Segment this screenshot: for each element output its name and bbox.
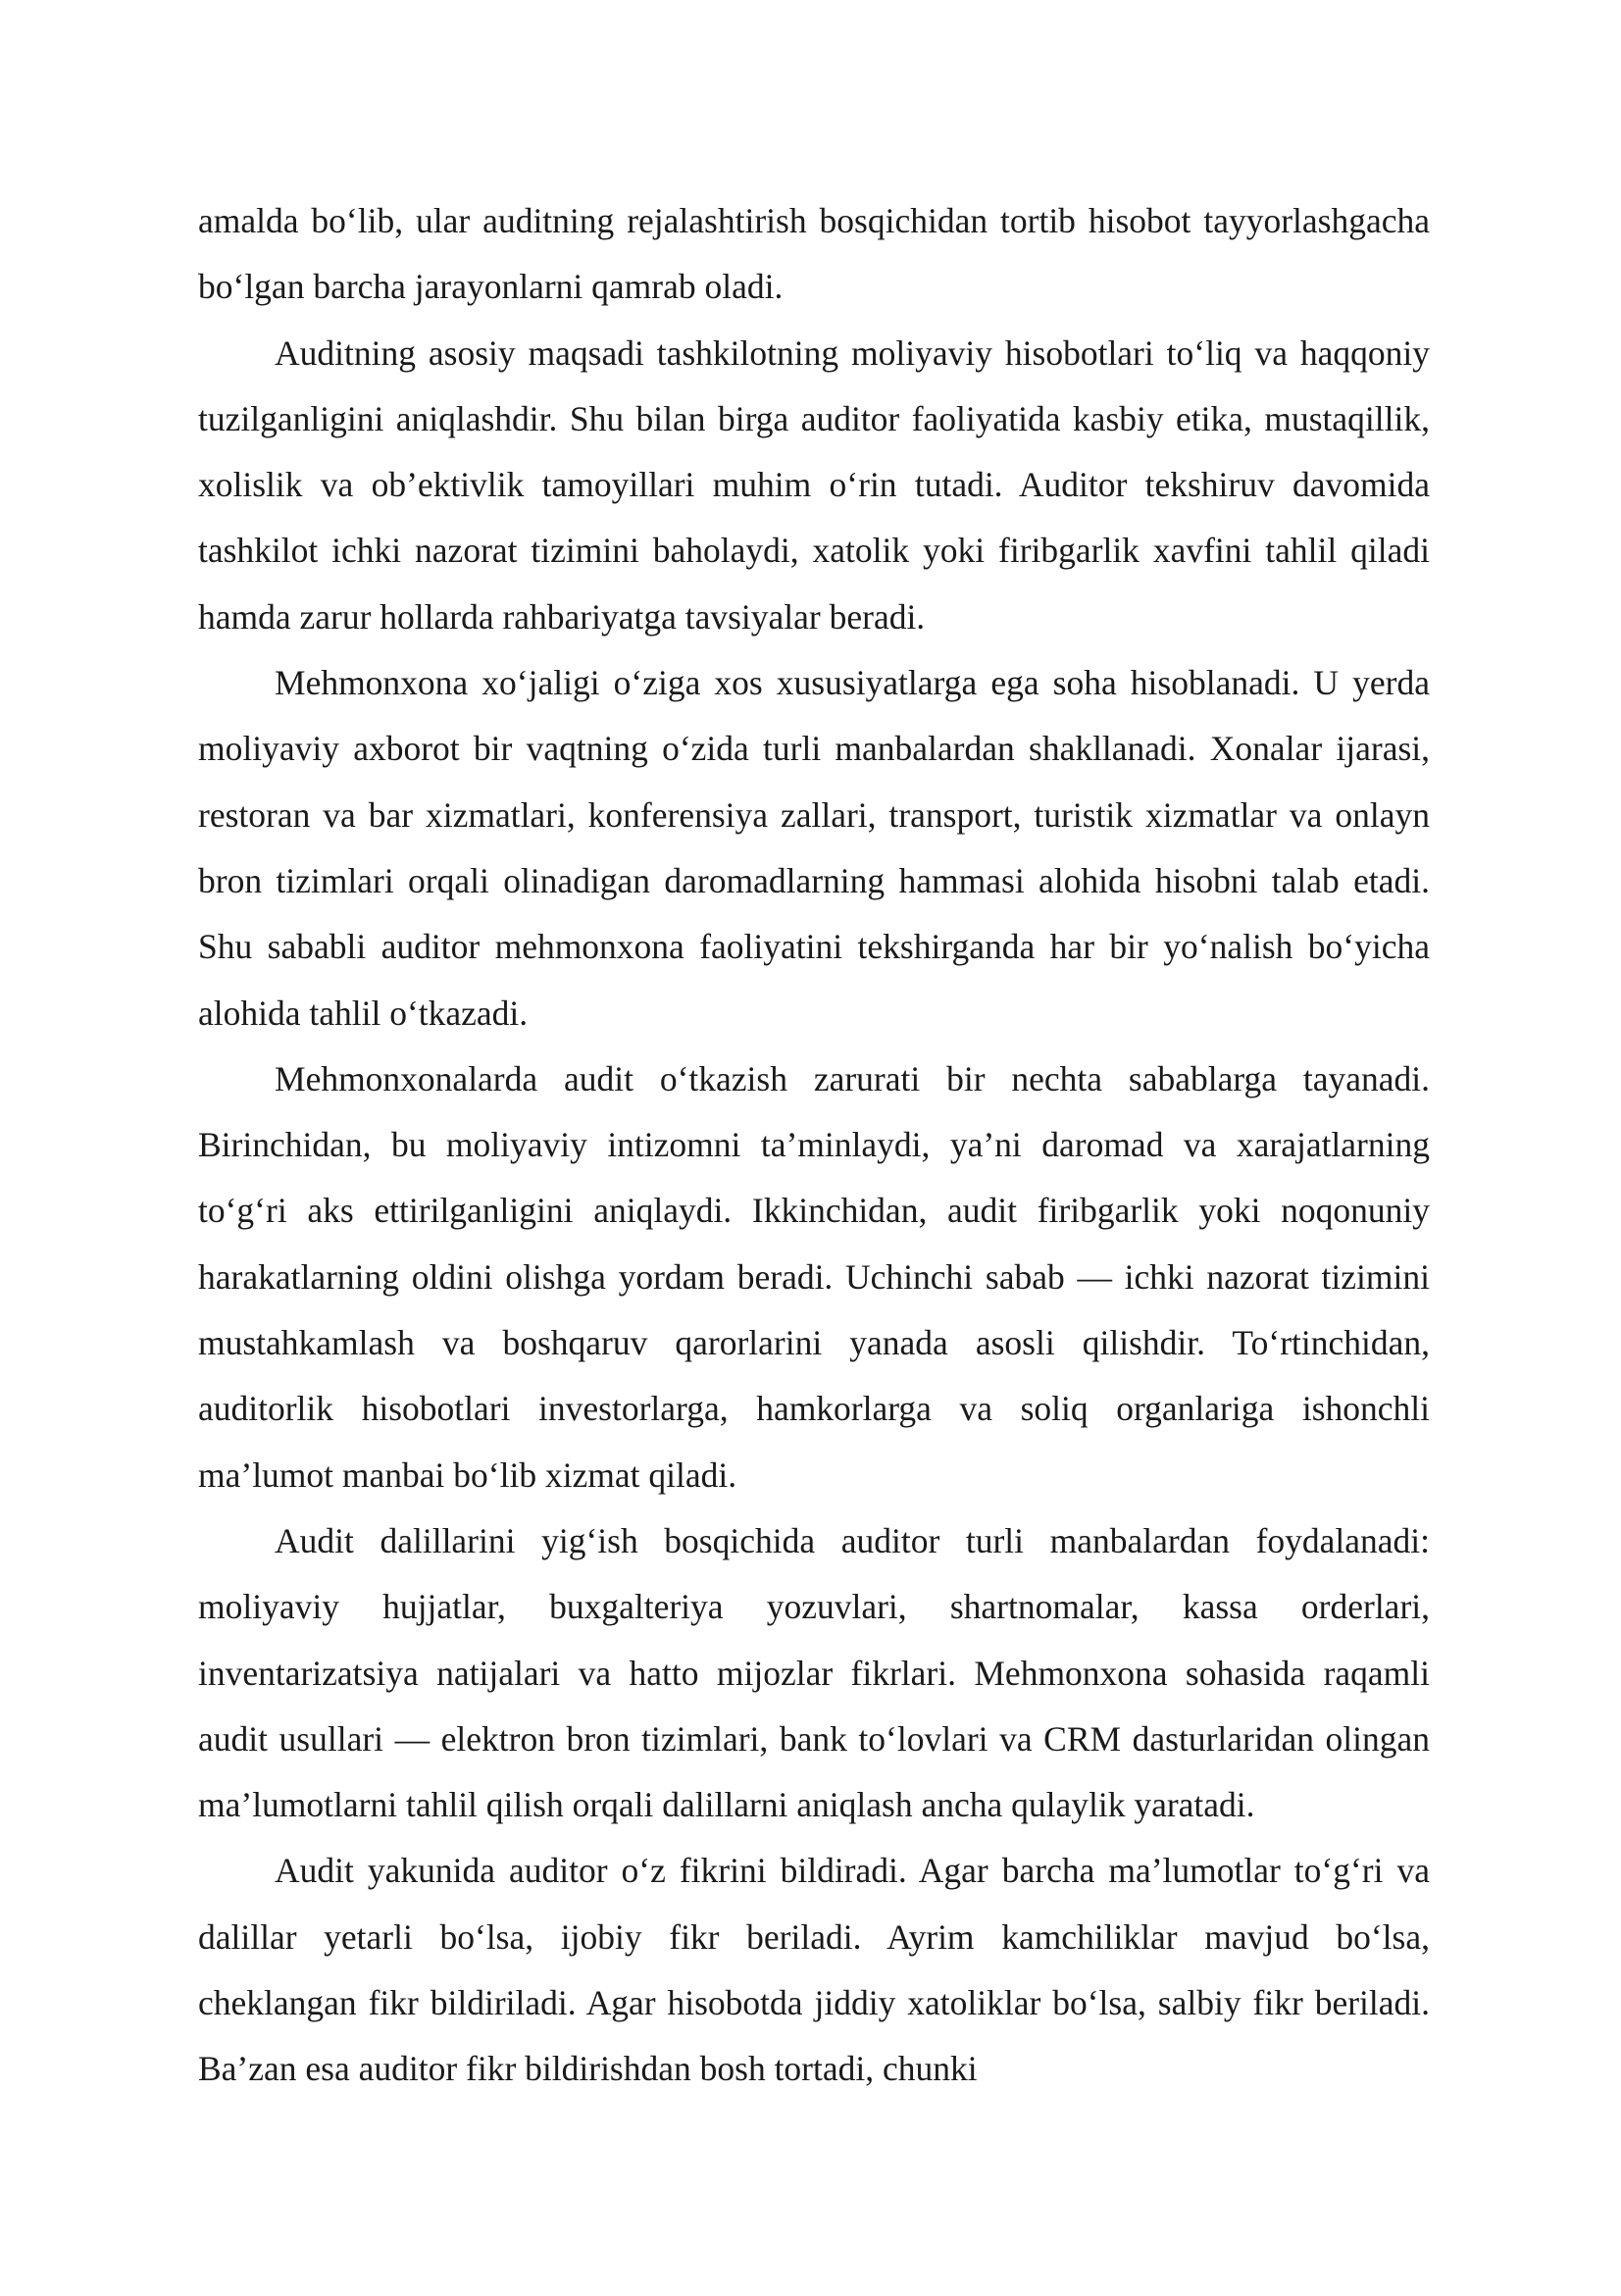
paragraph-audit-necessity: Mehmonxonalarda audit o‘tkazish zarurati bir nechta sabablarga tayanadi. Birinchidan, bu moliyaviy intizomni ta’minlaydi, ya’ni daromad va xarajatlarning to‘g‘ri aks ettirilganligini aniqlaydi. Ikkinchidan, audit firibgarlik yoki noqonuniy harakatlarning oldini olishga yordam beradi. Uchinchi sabab — ichki nazorat tizimini mustahkamlash va boshqaruv qarorlarini yanada asosli qilishdir. To‘rtinchidan, auditorlik hisobotlari investorlarga, hamkorlarga va soliq organlariga ishonchli ma’lumot manbai bo‘lib xizmat qiladi. <box>198 1058 1430 1495</box>
paragraph-hotel-features: Mehmonxona xo‘jaligi o‘ziga xos xususiyatlarga ega soha hisoblanadi. U yerda moliyaviy axborot bir vaqtning o‘zida turli manbalardan shakllanadi. Xonalar ijarasi, restoran va bar xizmatlari, konferensiya zallari, transport, turistik xizmatlar va onlayn bron tizimlari orqali olinadigan daromadlarning hammasi alohida hisobni talab etadi. Shu sababli auditor mehmonxona faoliyatini tekshirganda har bir yo‘nalish bo‘yicha alohida tahlil o‘tkazadi. <box>198 663 1430 1033</box>
paragraph-audit-evidence: Audit dalillarini yig‘ish bosqichida auditor turli manbalardan foydalanadi: moliyaviy hujjatlar, buxgalteriya yozuvlari, shartnomalar, kassa orderlari, inventarizatsiya natijalari va hatto mijozlar fikrlari. Mehmonxona sohasida raqamli audit usullari — elektron bron tizimlari, bank to‘lovlari va CRM dasturlaridan olingan ma’lumotlarni tahlil qilish orqali dalillarni aniqlash ancha qulaylik yaratadi. <box>198 1520 1430 1825</box>
paragraph-continuation: amalda bo‘lib, ular auditning rejalashtirish bosqichidan tortib hisobot tayyorlashgacha bo‘lgan barcha jarayonlarni qamrab oladi. <box>198 201 1430 307</box>
paragraph-audit-opinion: Audit yakunida auditor o‘z fikrini bildiradi. Agar barcha ma’lumotlar to‘g‘ri va dalillar yetarli bo‘lsa, ijobiy fikr beriladi. Ayrim kamchiliklar mavjud bo‘lsa, cheklangan fikr bildiriladi. Agar hisobotda jiddiy xatoliklar bo‘lsa, salbiy fikr beriladi. Ba’zan esa auditor fikr bildirishdan bosh tortadi, chunki <box>198 1851 1430 2089</box>
document-body <box>198 188 1430 2103</box>
paragraph-audit-purpose: Auditning asosiy maqsadi tashkilotning moliyaviy hisobotlari to‘liq va haqqoniy tuzilganligini aniqlashdir. Shu bilan birga auditor faoliyatida kasbiy etika, mustaqillik, xolislik va ob’ektivlik tamoyillari muhim o‘rin tutadi. Auditor tekshiruv davomida tashkilot ichki nazorat tizimini baholaydi, xatolik yoki firibgarlik xavfini tahlil qiladi hamda zarur hollarda rahbariyatga tavsiyalar beradi. <box>198 332 1430 637</box>
